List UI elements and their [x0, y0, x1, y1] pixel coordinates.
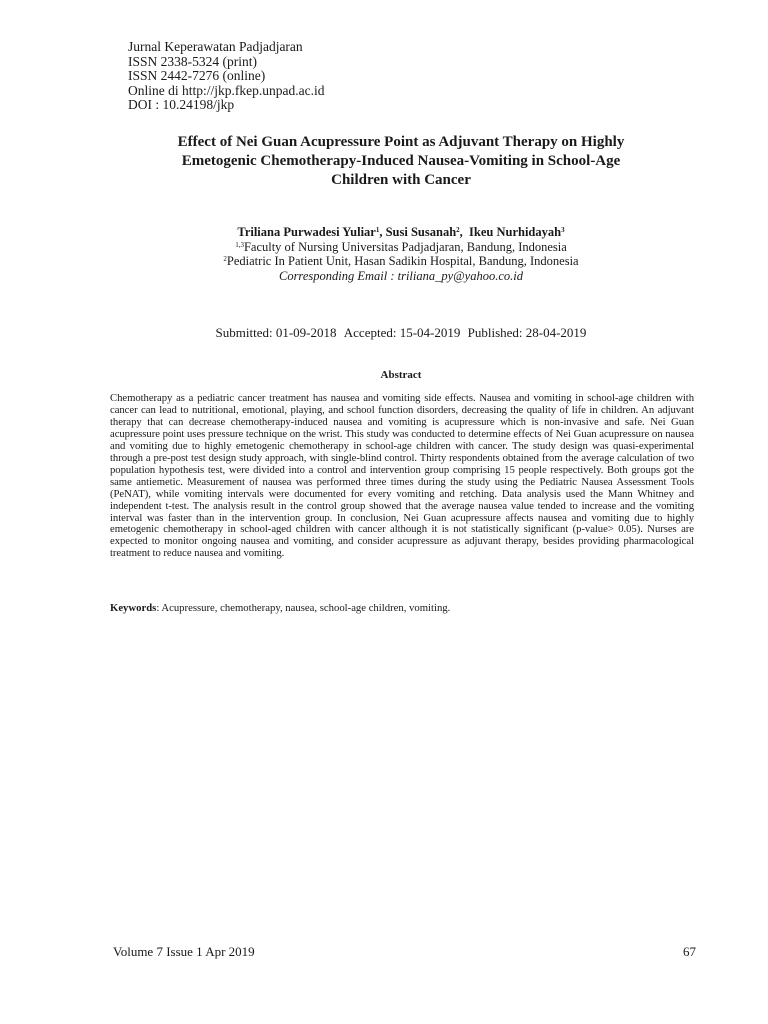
- affiliation-line: [110, 240, 692, 255]
- accepted-date: Accepted: 15-04-2019: [343, 325, 461, 340]
- journal-info-block: [128, 40, 324, 113]
- affil-mark: 1,3: [235, 240, 244, 249]
- corresponding-email: Corresponding Email : triliana_py@yahoo.co.id: [278, 268, 523, 283]
- issn-print: ISSN 2338-5324 (print): [128, 53, 257, 69]
- footer-issue: Volume 7 Issue 1 Apr 2019: [113, 944, 255, 959]
- issn-online: ISSN 2442-7276 (online): [128, 68, 266, 83]
- published-date: Published: 28-04-2019: [467, 325, 587, 340]
- affiliation-text: Pediatric In Patient Unit, Hasan Sadikin Hospital, Bandung, Indonesia: [226, 254, 579, 268]
- keywords-line: [110, 602, 694, 614]
- affil-mark: 2: [223, 255, 227, 263]
- article-title: [110, 133, 692, 190]
- journal-name: Jurnal Keperawatan Padjadjaran: [128, 39, 303, 54]
- authors-block: [110, 225, 692, 283]
- author-affil-mark: 3: [561, 226, 565, 234]
- author-affil-mark: 2: [456, 226, 460, 234]
- title-line: Effect of Nei Guan Acupressure Point as Adjuvant Therapy on Highly: [177, 134, 625, 150]
- affiliation-line: [110, 254, 692, 269]
- author-name: Triliana Purwadesi Yuliar: [237, 225, 376, 239]
- article-dates: [110, 325, 692, 341]
- title-line: Children with Cancer: [331, 172, 471, 188]
- author-name: Susi Susanah: [385, 225, 457, 239]
- abstract-text: Chemotherapy as a pediatric cancer treatment has nausea and vomiting side effects. Nausea and vomiting in school-age children with cancer can lead to nutritional, emotional, playing, and school function disorders, decreasing the quality of life in children. An adjuvant therapy that can decrease chemotherapy-induced nausea and vomiting is acupressure which is non-invasive and safe. Nei Guan acupressure point uses pressure technique on the wrist. This study was conducted to determine effects of Nei Guan acupressure on nausea and vomiting due to highly emetogenic chemotherapy in school-age children with cancer. The study design was quasi-experimental through a pre-post test design study approach, with single-blind control. Thirty respondents obtained from the average calculation of two population hypothesis test, were divided into a control and intervention group comprising 15 people respectively. Both groups got the same antiemetic. Measurement of nausea was performed three times during the study using the Pediatric Nausea Assessment Tools (PeNAT), while vomiting intervals were documented for every vomiting and retching. Data analysis used the Mann Whitney and independent t-test. The analysis result in the control group showed that the average nausea value tended to increase and the vomiting interval was faster than in the intervention group. In conclusion, Nei Guan acupressure affects nausea and vomiting due to highly emetogenic chemotherapy in school-aged children with cancer although it is not statistically significant (p-value> 0.05). Nurses are expected to monitor ongoing nausea and vomiting, and consider acupressure as adjuvant therapy, besides providing pharmacological treatment to reduce nausea and vomiting.: [110, 392, 694, 560]
- title-line: Emetogenic Chemotherapy-Induced Nausea-Vomiting in School-Age: [181, 153, 621, 169]
- page-number: 67: [683, 944, 696, 959]
- journal-doi: DOI : 10.24198/jkp: [128, 97, 235, 112]
- affiliation-text: Faculty of Nursing Universitas Padjadjaran, Bandung, Indonesia: [243, 239, 567, 254]
- submitted-date: Submitted: 01-09-2018: [215, 325, 337, 340]
- author-affil-mark: 1: [375, 226, 380, 234]
- journal-url: Online di http://jkp.fkep.unpad.ac.id: [128, 82, 325, 98]
- abstract-heading: Abstract: [380, 369, 422, 381]
- keywords-text: : Acupressure, chemotherapy, nausea, school-age children, vomiting.: [156, 602, 451, 614]
- keywords-label: Keywords: [110, 602, 157, 614]
- author-names: Triliana Purwadesi Yuliar$^1$, Susi Susanah$^2$, Ikeu Nurhidayah$^3$: [237, 225, 565, 239]
- author-name: Ikeu Nurhidayah: [469, 225, 562, 239]
